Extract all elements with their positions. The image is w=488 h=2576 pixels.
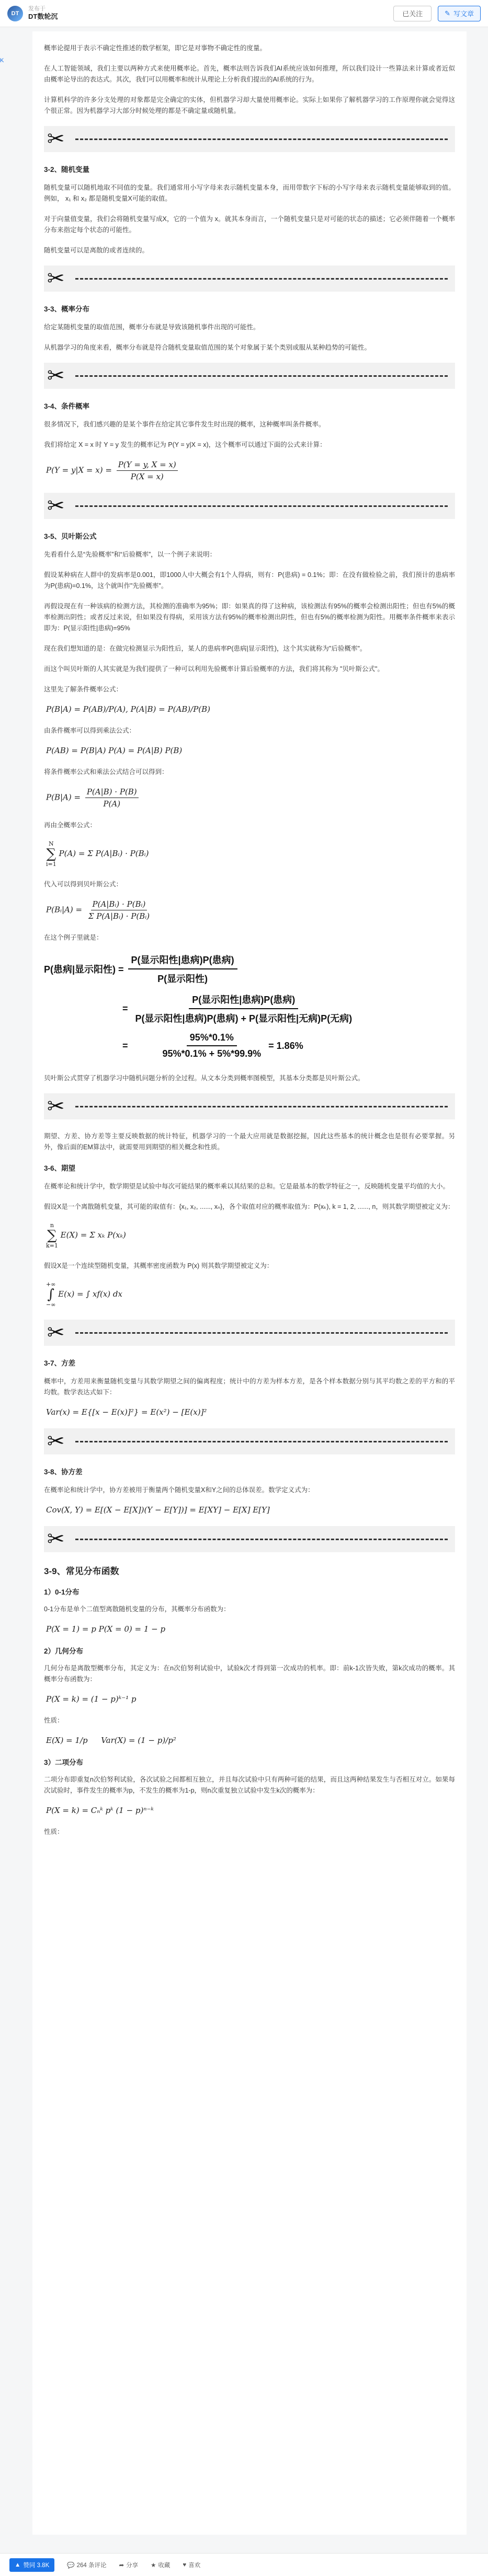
- calc-denominator-3: 95%*0.1% + 5%*99.9%: [162, 1048, 262, 1059]
- calc-numerator-2: P(显示阳性|患病)P(患病): [189, 992, 298, 1009]
- favorite-button[interactable]: [151, 2561, 170, 2569]
- top-bar: [0, 0, 488, 27]
- side-mark: K: [0, 57, 4, 64]
- s34-paragraph-2: 我们将给定 X = x 时 Y = y 发生的概率记为 P(Y = y|X = x)，这个概率可以通过下面的公式来计算：: [44, 441, 326, 448]
- dashed-line: [75, 138, 448, 140]
- dashed-line: [75, 1106, 448, 1107]
- bayes-formula-numerator: P(A|Bᵢ) · P(Bᵢ): [91, 899, 147, 910]
- continuous-expectation-formula: [46, 1281, 455, 1308]
- s35-paragraph-5: 而这个叫贝叶斯的人其实就是为我们提供了一种可以利用先验概率计算后验概率的方法，我们将其称为 "贝叶斯公式"。: [44, 665, 384, 673]
- dashed-line: [75, 278, 448, 280]
- section-3-3-title: 3-3、概率分布: [44, 305, 90, 313]
- calc-numerator-1: P(显示阳性|患病)P(患病): [128, 953, 237, 969]
- avatar[interactable]: DT: [7, 6, 23, 21]
- geometric-nature-label: 性质：: [44, 1717, 64, 1724]
- heart-icon: ♥: [183, 2561, 187, 2568]
- bayes-formula-fraction: [87, 899, 151, 921]
- geometric-paragraph: 几何分布是离散型概率分布，其定义为：在n次伯努利试验中，试验k次才得到第一次成功的机率。即：前k-1次皆失败，第k次成功的概率。其概率分布函数为：: [44, 1665, 455, 1683]
- s35-paragraph-1: 先看看什么是“先验概率”和“后验概率”，以一个例子来说明：: [44, 551, 217, 558]
- s35-paragraph-4: 现在我们想知道的是：在做完检测显示为阳性后，某人的患病率P(患病|显示阳性)，这个其实就称为"后验概率"。: [44, 645, 367, 652]
- scissors-icon: ✂: [47, 1095, 65, 1118]
- covariance-formula: Cov(X, Y) = E[(X − E[X])(Y − E[Y])] = E[XY] − E[X] E[Y]: [46, 1505, 270, 1515]
- dashed-line: [75, 375, 448, 377]
- integral-upper: +∞: [46, 1281, 56, 1288]
- dashed-line: [75, 1332, 448, 1334]
- s36-paragraph-1: 在概率论和统计学中，数学期望是试验中每次可能结果的概率乘以其结果的总和。它是最基本的数学特征之一，反映随机变量平均值的大小。: [44, 1183, 450, 1190]
- total-probability-formula: [46, 840, 455, 868]
- scissors-icon: ✂: [47, 1430, 65, 1453]
- sigma-glyph: ∑: [46, 846, 56, 862]
- bayes-formula-denominator: Σ P(A|Bᵢ) · P(Bᵢ): [88, 911, 150, 921]
- thanks-label: 喜欢: [188, 2562, 201, 2569]
- s34-paragraph-1: 很多情况下，我们感兴趣的是某个事件在给定其它事件发生时出现的概率，这种概率叫条件概率。: [44, 421, 325, 428]
- combined-formula-lhs: P(B|A) =: [46, 792, 81, 802]
- scissors-divider: [44, 1093, 455, 1119]
- follow-button[interactable]: [393, 6, 432, 21]
- follow-button-label: 已关注: [402, 10, 423, 18]
- scissors-icon: ✂: [47, 1321, 65, 1344]
- s35-paragraph-12: 贝叶斯公式贯穿了机器学习中随机问题分析的全过程。从文本分类到概率图模型，其基本分类都是贝叶斯公式。: [44, 1075, 365, 1082]
- combined-formula: [46, 787, 455, 808]
- scissors-divider: [44, 126, 455, 152]
- combined-formula-denominator: P(A): [103, 799, 121, 808]
- intro-paragraph-2: 在人工智能领域，我们主要以两种方式来使用概率论。首先，概率法则告诉我们AI系统应该如何推理，所以我们设计一些算法来计算或者近似由概率论导出的表达式。其次，我们可以用概率和统计从理论上分析我们提出的AI系统的行为。: [44, 65, 455, 83]
- combined-formula-fraction: [85, 787, 139, 808]
- intro-paragraph-3: 计算机科学的许多分支处理的对象都是完全确定的实体，但机器学习却大量使用概率论。实际上如果你了解机器学习的工作原理你就会觉得这个很正常。因为机器学习大部分时候处理的都是不确定量或随机量。: [44, 96, 455, 114]
- geometric-expectation: E(X) = 1/p: [46, 1736, 88, 1745]
- s35-paragraph-6: 这里先了解条件概率公式：: [44, 686, 123, 693]
- formula-numerator: P(Y = y, X = x): [117, 460, 178, 471]
- conditional-formula: P(B|A) = P(AB)/P(A), P(A|B) = P(AB)/P(B): [46, 704, 211, 714]
- s35-paragraph-7: 由条件概率可以得到乘法公式：: [44, 727, 136, 734]
- total-probability-text: P(A) = Σ P(A|Bᵢ) · P(Bᵢ): [59, 849, 149, 858]
- section-3-2-title: 3-2、随机变量: [44, 166, 90, 174]
- calc-row-3: [122, 1032, 455, 1059]
- integral-lower: −∞: [46, 1301, 56, 1308]
- share-label: 分享: [126, 2562, 139, 2569]
- geometric-formula: P(X = k) = (1 − p)ᵏ⁻¹ p: [46, 1694, 137, 1704]
- bernoulli-formula: P(X = 1) = p P(X = 0) = 1 − p: [46, 1624, 166, 1634]
- write-article-label: 写文章: [453, 10, 474, 18]
- comment-icon: 💬: [67, 2562, 75, 2569]
- scissors-divider: [44, 1320, 455, 1346]
- calc-equals-3: =: [122, 1040, 128, 1051]
- bottom-toolbar: [0, 2553, 488, 2576]
- stats-intro-paragraph: 期望、方差、协方差等主要反映数据的统计特征，机器学习的一个最大应用就是数据挖掘，因此这些基本的统计概念也是很有必要掌握。另外，像后面的EM算法中，就需要用到期望的相关概念和性质。: [44, 1133, 455, 1151]
- like-button-label: 赞同 3.8K: [23, 2562, 50, 2569]
- s32-paragraph-2: 对于向量值变量，我们会将随机变量写成X，它的一个值为 x。就其本身而言，一个随机变量只是对可能的状态的描述；它必须伴随着一个概率分布来指定每个状态的可能性。: [44, 215, 455, 234]
- dashed-line: [75, 1539, 448, 1540]
- sigma-glyph: ∑: [47, 1228, 57, 1243]
- binomial-title: 3）二项分布: [44, 1759, 84, 1766]
- calc-result: = 1.86%: [268, 1040, 303, 1051]
- sum-lower: i=1: [46, 861, 56, 868]
- multiplication-formula: P(AB) = P(B|A) P(A) = P(A|B) P(B): [46, 746, 183, 755]
- s33-paragraph-2: 从机器学习的角度来看，概率分布就是符合随机变量取值范围的某个对象属于某个类别或服从某种趋势的可能性。: [44, 344, 371, 351]
- calc-lhs: P(患病|显示阳性) =: [44, 964, 124, 975]
- scissors-divider: [44, 1526, 455, 1552]
- section-3-6-title: 3-6、期望: [44, 1164, 76, 1172]
- top-actions: [393, 6, 481, 21]
- section-3-8-title: 3-8、协方差: [44, 1468, 83, 1476]
- sum-symbol: [46, 1222, 58, 1249]
- dashed-line: [75, 1441, 448, 1442]
- s36-paragraph-2: 假设X是一个离散随机变量，其可能的取值有：{x₁, x₂, ......, xₙ}，各个取值对应的概率取值为：P(xₖ), k = 1, 2, ......, n，则其数学期望被定义为：: [44, 1203, 455, 1210]
- share-button[interactable]: [119, 2561, 138, 2569]
- section-3-5-title: 3-5、贝叶斯公式: [44, 533, 97, 540]
- calc-fraction-1: [128, 953, 237, 985]
- author-name[interactable]: DT数轮沉: [28, 13, 58, 21]
- s36-paragraph-3: 假设X是一个连续型随机变量，其概率密度函数为 P(x) 则其数学期望被定义为：: [44, 1262, 274, 1269]
- calc-denominator-1: P(显示阳性): [157, 974, 208, 984]
- comment-label: 264 条评论: [76, 2562, 107, 2569]
- binomial-formula: P(X = k) = Cₙᵏ pᵏ (1 − p)ⁿ⁻ᵏ: [46, 1806, 154, 1815]
- calc-row-1: [44, 953, 455, 985]
- combined-formula-numerator: P(A|B) · P(B): [85, 787, 139, 798]
- section-3-4-title: 3-4、条件概率: [44, 402, 90, 410]
- s35-paragraph-8: 将条件概率公式和乘法公式结合可以得到：: [44, 768, 168, 776]
- scissors-icon: ✂: [47, 1528, 65, 1551]
- s35-paragraph-10: 代入可以得到贝叶斯公式：: [44, 881, 123, 888]
- discrete-expectation-formula: [46, 1222, 455, 1249]
- s37-paragraph-1: 概率中，方差用来衡量随机变量与其数学期望之间的偏离程度；统计中的方差为样本方差，是各个样本数据分别与其平均数之差的平方和的平均数。数学表达式如下：: [44, 1378, 455, 1396]
- scissors-divider: [44, 265, 455, 292]
- bernoulli-paragraph: 0-1分布是单个二值型离散随机变量的分布，其概率分布函数为：: [44, 1605, 230, 1613]
- s35-paragraph-11: 在这个例子里就是：: [44, 934, 103, 941]
- calc-equals-2: =: [122, 1003, 128, 1014]
- bayes-formula-lhs: P(Bᵢ|A) =: [46, 905, 83, 915]
- calc-fraction-3: [160, 1032, 265, 1059]
- continuous-expectation-text: E(x) = ∫ xf(x) dx: [58, 1289, 122, 1299]
- bernoulli-title: 1）0-1分布: [44, 1588, 80, 1596]
- integral-glyph: ∫: [47, 1287, 54, 1302]
- star-icon: ★: [151, 2562, 156, 2569]
- favorite-label: 收藏: [158, 2562, 171, 2569]
- intro-paragraph-1: 概率论提用于表示不确定性推述的数学框架，即它是对事物不确定性的度量。: [44, 44, 267, 52]
- scissors-icon: ✂: [47, 267, 65, 290]
- s32-paragraph-3: 随机变量可以是离散的或者连续的。: [44, 247, 149, 254]
- variance-formula: Var(x) = E{[x − E(x)]²} = E(x²) − [E(x)]²: [46, 1407, 207, 1417]
- formula-lhs: P(Y = y|X = x) =: [46, 465, 112, 475]
- scissors-divider: [44, 363, 455, 389]
- binomial-paragraph: 二项分布即重复n次伯努利试验，各次试验之间都相互独立，并且每次试验中只有两种可能的结果，而且这两种结果发生与否相互对立。如果每次试验时，事件发生的概率为p，不发生的概率为1-p，则n次重复独立试验中发生k次的概率为：: [44, 1776, 455, 1794]
- author-meta: 发布于: [28, 5, 46, 12]
- s35-paragraph-3: 再假设现在有一种该病的检测方法，其检测的准确率为95%；即：如果真的得了这种病，该检测法有95%的概率会检测出阳性；但也有5%的概率检测出阴性；或者反过来说，但如果没有得病，采用该方法有95%的概率检测出阴性，但也有5%的概率检测为阳性。用概率条件概率来表示即为：P(显示阳性|患病)=95%: [44, 603, 455, 632]
- scissors-divider: [44, 493, 455, 519]
- sum-upper: n: [50, 1222, 54, 1229]
- article-body: [32, 31, 467, 2535]
- scissors-icon: ✂: [47, 364, 65, 387]
- sum-upper: N: [49, 840, 54, 847]
- formula-denominator: P(X = x): [130, 472, 164, 481]
- comment-button[interactable]: [67, 2561, 106, 2569]
- section-3-9-title: 3-9、常见分布函数: [44, 1566, 119, 1576]
- calc-fraction-2: [132, 992, 356, 1025]
- s35-paragraph-2: 假设某种病在人群中的发病率是0.001，即1000人中大概会有1个人得病，则有：P(患病) = 0.1%；即：在没有做检验之前，我们预计的患病率为P(患病)=0.1%，这个就叫作"先验概率"。: [44, 571, 455, 590]
- integral-symbol: [46, 1281, 55, 1308]
- thanks-button[interactable]: [183, 2561, 200, 2569]
- section-3-7-title: 3-7、方差: [44, 1359, 76, 1367]
- bayes-example-calculation: [44, 953, 455, 1059]
- formula-fraction: [117, 460, 178, 481]
- binomial-nature-label: 性质：: [44, 1828, 64, 1835]
- calc-denominator-2: P(显示阳性|患病)P(患病) + P(显示阳性|无病)P(无病): [135, 1013, 353, 1024]
- dashed-line: [75, 505, 448, 507]
- share-icon: ➦: [119, 2562, 124, 2569]
- s38-paragraph-1: 在概率论和统计学中，协方差被用于衡量两个随机变量X和Y之间的总体误差。数学定义式为：: [44, 1486, 314, 1494]
- s35-paragraph-9: 再由全概率公式：: [44, 822, 97, 829]
- s32-paragraph-1: 随机变量可以随机地取不同值的变量。我们通常用小写字母来表示随机变量本身，而用带数字下标的小写字母来表示随机变量能够取到的值。例如， x₁ 和 x₂ 都是随机变量X可能的取值。: [44, 184, 455, 202]
- pen-icon: ✎: [445, 9, 450, 17]
- bayes-formula: [46, 899, 455, 921]
- calc-numerator-3: 95%*0.1%: [187, 1032, 237, 1046]
- discrete-expectation-text: E(X) = Σ xₖ P(xₖ): [60, 1230, 126, 1240]
- scissors-icon: ✂: [47, 494, 65, 517]
- like-button[interactable]: [9, 2558, 54, 2572]
- scissors-icon: ✂: [47, 128, 65, 151]
- geometric-title: 2）几何分布: [44, 1647, 84, 1655]
- thumbs-up-icon: ▲: [15, 2561, 21, 2568]
- s33-paragraph-1: 给定某随机变量的取值范围，概率分布就是导致该随机事件出现的可能性。: [44, 324, 260, 331]
- sum-symbol: [46, 840, 56, 868]
- author-info: [28, 6, 58, 21]
- write-article-button[interactable]: [438, 6, 481, 21]
- conditional-probability-formula: [46, 460, 455, 481]
- geometric-properties-formula: [46, 1736, 455, 1745]
- sum-lower: k=1: [46, 1242, 58, 1249]
- scissors-divider: [44, 1428, 455, 1454]
- calc-row-2: [122, 992, 455, 1025]
- geometric-variance: Var(X) = (1 − p)/p²: [101, 1736, 176, 1745]
